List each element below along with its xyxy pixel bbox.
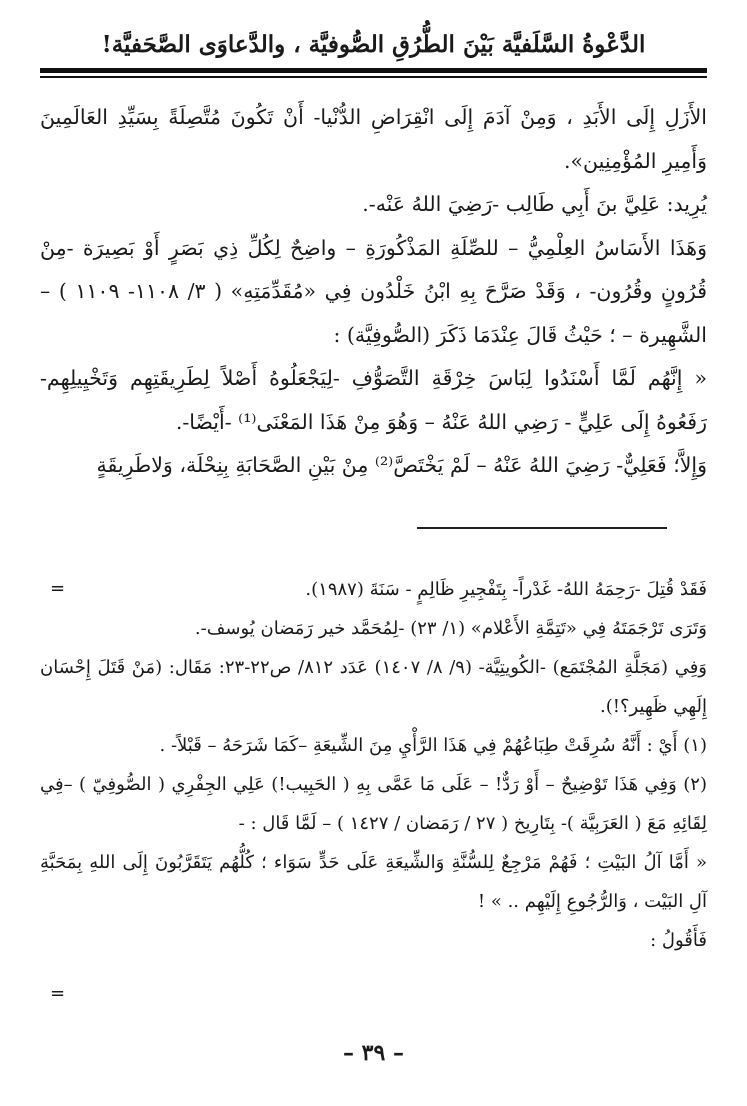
body-paragraph: يُرِيد: عَلِيَّ بنَ أَبِي طَالِب -رَضِيَ اللهُ عَنْه-. — [362, 192, 707, 216]
footnote-line: وَتَرَى تَرْجَمَتَهُ فِي «تَتِمَّةِ الأَعْلام» (١/ ٢٣) -لِمُحَمَّد خير رَمَضان يُوسف-. — [194, 618, 707, 639]
footnote-line: فَأَقُولُ : — [650, 930, 707, 951]
header-rule-thin — [40, 76, 707, 78]
footnote-line: وَفِي (مَجَلَّةِ المُجْتَمَع) -الكُويتِيَّة- (٩/ ٨/ ١٤٠٧) عَدَد ٨١٢/ ص٢٢-٢٣: مَقَال: (مَنْ قَتَلَ إِحْسَان إِلَهِي ظَهِير؟!). — [40, 657, 707, 717]
body-paragraph: وَهَذَا الأَسَاسُ العِلْمِيُّ – للصِّلَةِ المَذْكُورَةِ – واضِحٌ لِكُلِّ ذِي بَصَرٍ أَوْ بَصِيرَة -مِنْ قُرُونٍ وقُرُون- ، وَقَدْ صَرَّحَ بِهِ ابْنُ خَلْدُون فِي «مُقَدِّمَتِهِ» ( ٣/ ١١٠٨- ١١٠٩ ) – الشَّهِيرة – ؛ حَيْثُ قَالَ عِنْدَمَا ذَكَرَ (الصُّوفِيَّة) : — [40, 235, 707, 347]
footnote-line: فَقَدْ قُتِلَ -رَحِمَهُ اللهُ- غَدْراً- بِتَفْجِيرِ ظَالِمٍ - سَنَةَ (١٩٨٧). — [305, 579, 707, 600]
footnote-line: (٢) وَفِي هَذَا تَوْضِيحٌ – أَوْ رَدٌّ! – عَلَى مَا عَمَّى بِهِ ( الحَبِيب!) عَلِي الجِفْرِي ( الصُّوفِيّ ) –فِي لِقَائِهِ مَعَ ( العَرَبِيَّة )- بِتَارِيخ ( ٢٧ / رَمَضان / ١٤٢٧ ) – لَمَّا قَال : - — [40, 774, 707, 834]
body-paragraph: وَإِلاَّ؛ فَعَلِيٌّ- رَضِيَ اللهُ عَنْهُ – لَمْ يَخْتَصَّ⁽²⁾ مِنْ بَيْنِ الصَّحَابَةِ بِنِحْلَة، وَلاطَرِيقَةٍ — [96, 453, 707, 477]
footnotes — [40, 570, 707, 960]
page-number: – ٣٩ – — [343, 1040, 404, 1066]
running-header-title: الدَّعْوةُ السَّلَفيَّة بَيْنَ الطُّرُقِ الصُّوفيَّة ، والدَّعاوَى الصَّحَفيَّة! — [101, 31, 646, 58]
footnote-separator — [417, 527, 667, 529]
footnote-continuation-mark: = — [50, 578, 66, 599]
body-paragraph: « إِنَّهُم لَمَّا أَسْنَدُوا لِبَاسَ خِرْقَةِ التَّصَوُّفِ -لِيَجْعَلُوهُ أَصْلاً لِطَرِيقَتِهِم وَتَخْيِيلِهِم- رَفَعُوهُ إِلَى عَلِيٍّ - رَضِي اللهُ عَنْهُ – وَهُوَ مِنْ هَذَا المَعْنَى⁽¹⁾ -أَيْضًا-. — [40, 366, 707, 434]
footnote-end-mark: = — [50, 983, 66, 1004]
main-text — [40, 96, 707, 488]
footnote-line: « أَمَّا آلُ البَيْتِ ؛ فَهُمْ مَرْجِعٌ لِلسُّنَّةِ وَالشِّيعَةِ عَلَى حَدٍّ سَوَاء ؛ كُلُّهُم يَتَقَرَّبُونَ إِلَى اللهِ بِمَحَبَّةِ آلِ البَيْت ، وَالرُّجُوعِ إِلَيْهِم .. » ! — [40, 852, 707, 912]
header-rule-thick — [40, 68, 707, 73]
body-paragraph: الأَزَلِ إِلَى الأَبَدِ ، وَمِنْ آدَمَ إِلَى انْقِرَاضِ الدُّنْيا- أَنْ تَكُونَ مُتَّصِلَةً بِسَيِّدِ العَالَمِينَ وَأَمِيرِ المُؤْمِنِين». — [40, 105, 707, 173]
footnote-line: (١) أَيْ : أَنَّهُ سُرِقَتْ طِبَاعُهُمْ فِي هَذَا الرَّأْيِ مِنَ الشِّيعَةِ –كَمَا شَرَحَهُ – قَبْلاً- . — [159, 735, 707, 756]
